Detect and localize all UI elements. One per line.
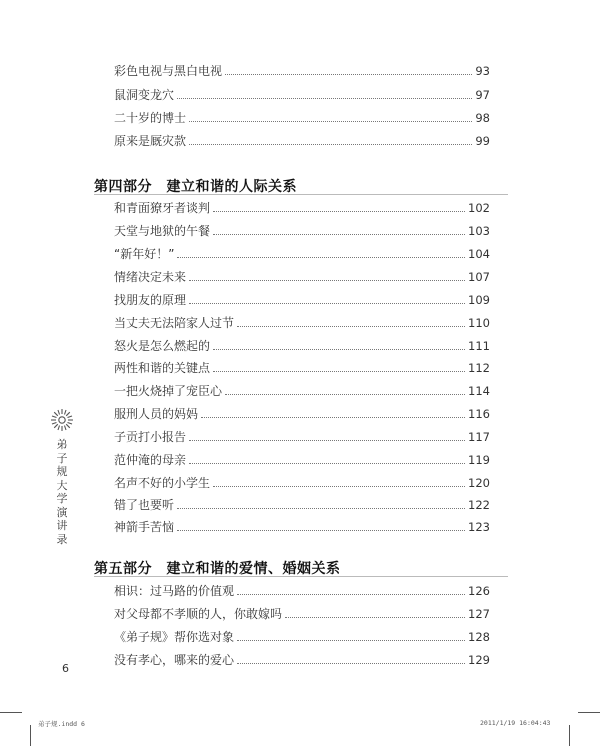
toc-entry[interactable]	[114, 380, 490, 398]
leader-dots	[201, 417, 465, 418]
section-heading: 第五部分 建立和谐的爱情、婚姻关系	[94, 561, 341, 577]
toc-entry-title: 鼠洞变龙穴	[114, 88, 175, 102]
toc-entry[interactable]	[114, 266, 490, 284]
toc-entry-page: 123	[468, 520, 490, 534]
section-divider	[94, 194, 508, 195]
toc-entry-page: 99	[475, 134, 490, 148]
toc-entry-title: 情绪决定未来	[114, 270, 187, 284]
toc-entry-page: 109	[468, 293, 490, 307]
toc-entry-title: 相识：过马路的价值观	[114, 584, 235, 598]
toc-entry-page: 110	[468, 316, 490, 330]
leader-dots	[213, 486, 465, 487]
leader-dots	[189, 144, 472, 145]
toc-entry[interactable]	[114, 335, 490, 353]
toc-entry-page: 116	[468, 407, 490, 421]
leader-dots	[189, 303, 465, 304]
toc-entry-title: 名声不好的小学生	[114, 476, 211, 490]
toc-entry-title: “新年好！”	[114, 247, 175, 261]
toc-entry[interactable]	[114, 220, 490, 238]
leader-dots	[213, 211, 465, 212]
toc-entry-page: 128	[468, 630, 490, 644]
toc-entry-page: 127	[468, 607, 490, 621]
toc-entry-title: 原来是厩灾款	[114, 134, 187, 148]
toc-entry-page: 93	[475, 64, 490, 78]
section-divider	[94, 576, 508, 577]
toc-entry-title: 一把火烧掉了宠臣心	[114, 384, 223, 398]
toc-entry[interactable]	[114, 626, 490, 644]
toc-entry[interactable]	[114, 289, 490, 307]
toc-entry-title: 对父母都不孝顺的人，你敢嫁吗	[114, 607, 283, 621]
toc-entry[interactable]	[114, 403, 490, 421]
toc-entry-title: 神箭手苦恼	[114, 520, 175, 534]
toc-entry-page: 102	[468, 201, 490, 215]
sun-emblem-icon	[50, 408, 74, 432]
toc-entry[interactable]	[114, 603, 490, 621]
toc-entry-title: 《弟子规》帮你选对象	[114, 630, 235, 644]
toc-entry-page: 119	[468, 453, 490, 467]
toc-entry[interactable]	[114, 197, 490, 215]
toc-entry-page: 122	[468, 498, 490, 512]
page-number: 6	[62, 662, 69, 675]
toc-entry-page: 120	[468, 476, 490, 490]
toc-entry-title: 子贡打小报告	[114, 430, 187, 444]
toc-entry[interactable]	[114, 472, 490, 490]
leader-dots	[189, 440, 465, 441]
toc-entry-title: 彩色电视与黑白电视	[114, 64, 223, 78]
toc-entry-page: 104	[468, 247, 490, 261]
toc-entry-title: 两性和谐的关键点	[114, 361, 211, 375]
leader-dots	[225, 74, 472, 75]
leader-dots	[189, 463, 465, 464]
toc-entry[interactable]	[114, 312, 490, 330]
toc-entry[interactable]	[114, 516, 490, 534]
toc-entry[interactable]	[114, 243, 490, 261]
leader-dots	[237, 663, 465, 664]
toc-entry-title: 怒火是怎么燃起的	[114, 339, 211, 353]
toc-entry-title: 没有孝心，哪来的爱心	[114, 653, 235, 667]
leader-dots	[189, 121, 472, 122]
toc-entry-title: 找朋友的原理	[114, 293, 187, 307]
toc-entry-page: 97	[475, 88, 490, 102]
leader-dots	[237, 594, 465, 595]
toc-entry-page: 111	[468, 339, 490, 353]
toc-entry-title: 错了也要听	[114, 498, 175, 512]
toc-entry[interactable]	[114, 60, 490, 78]
toc-entry-title: 当丈夫无法陪家人过节	[114, 316, 235, 330]
leader-dots	[189, 280, 465, 281]
toc-entry-page: 126	[468, 584, 490, 598]
leader-dots	[237, 640, 465, 641]
toc-entry[interactable]	[114, 580, 490, 598]
crop-mark	[0, 712, 22, 713]
toc-entry-title: 二十岁的博士	[114, 111, 187, 125]
leader-dots	[177, 530, 465, 531]
leader-dots	[213, 349, 465, 350]
running-title: 弟子规大学演讲录	[56, 438, 68, 546]
toc-entry[interactable]	[114, 649, 490, 667]
toc-entry-title: 天堂与地狱的午餐	[114, 224, 211, 238]
toc-entry[interactable]	[114, 449, 490, 467]
leader-dots	[177, 508, 465, 509]
toc-entry-page: 107	[468, 270, 490, 284]
toc-entry-title: 范仲淹的母亲	[114, 453, 187, 467]
leader-dots	[237, 326, 465, 327]
toc-entry[interactable]	[114, 426, 490, 444]
toc-entry-page: 103	[468, 224, 490, 238]
print-slug-date: 2011/1/19 16:04:43	[480, 719, 551, 727]
crop-mark	[30, 725, 31, 746]
toc-entry[interactable]	[114, 84, 490, 102]
toc-entry[interactable]	[114, 130, 490, 148]
toc-entry-page: 117	[468, 430, 490, 444]
leader-dots	[213, 234, 465, 235]
section-heading: 第四部分 建立和谐的人际关系	[94, 179, 297, 195]
leader-dots	[225, 394, 465, 395]
toc-entry[interactable]	[114, 494, 490, 512]
toc-entry-title: 服刑人员的妈妈	[114, 407, 199, 421]
crop-mark	[569, 725, 570, 746]
leader-dots	[285, 617, 465, 618]
print-slug-file: 弟子规.indd 6	[38, 720, 85, 728]
toc-entry-title: 和青面獠牙者谈判	[114, 201, 211, 215]
leader-dots	[213, 371, 465, 372]
leader-dots	[177, 257, 465, 258]
toc-entry-page: 114	[468, 384, 490, 398]
toc-entry-page: 112	[468, 361, 490, 375]
toc-entry[interactable]	[114, 357, 490, 375]
crop-mark	[578, 712, 600, 713]
toc-entry-page: 129	[468, 653, 490, 667]
leader-dots	[177, 98, 472, 99]
toc-entry[interactable]	[114, 107, 490, 125]
toc-entry-page: 98	[475, 111, 490, 125]
